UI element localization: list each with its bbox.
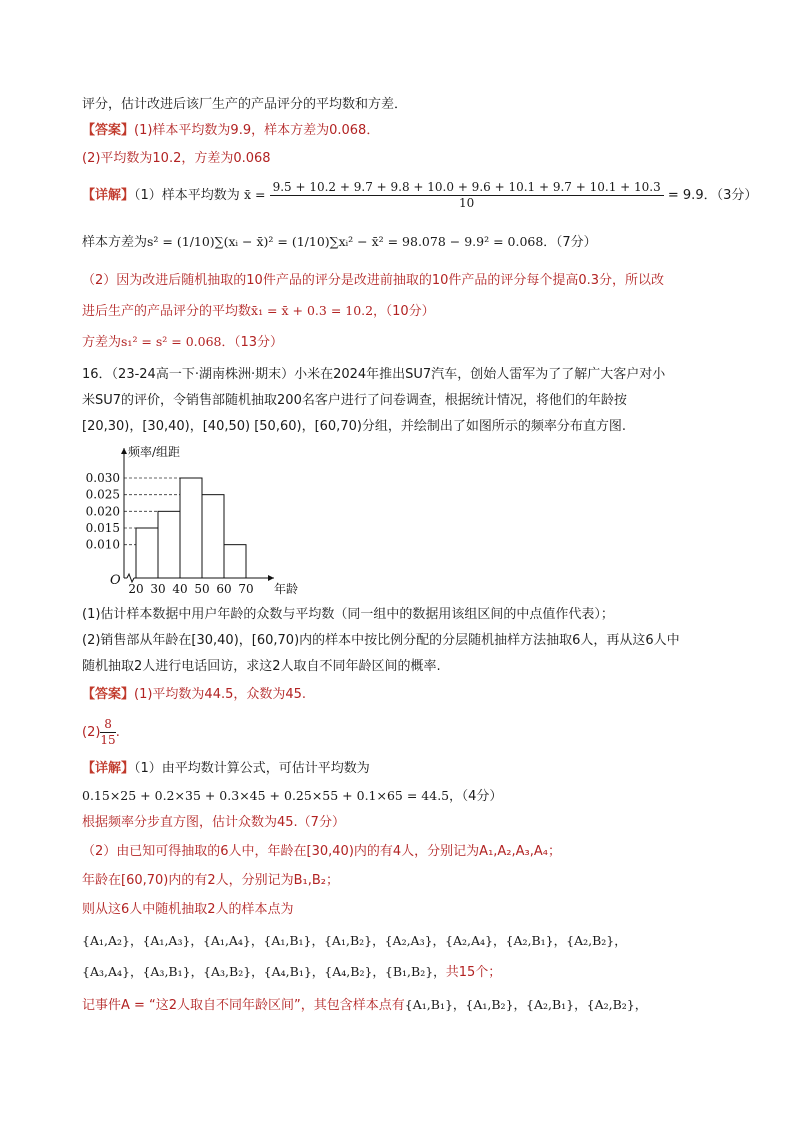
answer-line <box>82 716 120 750</box>
y-tick-label: 0.030 <box>85 471 120 485</box>
event-line <box>82 996 647 1015</box>
x-tick-label: 30 <box>150 582 166 596</box>
variance-score: （7分） <box>555 235 597 250</box>
detail-line <box>82 178 757 213</box>
subquestion-line: 随机抽取2人进行电话回访，求这2人取自不同年龄区间的概率. <box>82 659 441 674</box>
detail-text: （1）由平均数计算公式，可估计平均数为 <box>134 761 370 776</box>
text-span: 方差为 <box>82 335 122 350</box>
answer-text: . <box>115 725 120 740</box>
histogram-bar <box>224 545 246 578</box>
answer-tag: 【答案】 <box>82 123 135 138</box>
answer-line: (2)平均数为10.2，方差为0.068 <box>82 151 271 166</box>
mean-fraction <box>270 180 664 211</box>
answer-line <box>82 686 306 704</box>
x-axis-label: 年龄 <box>274 582 299 596</box>
answer-text: (1)样本平均数为9.9，样本方差为0.068． <box>134 123 380 138</box>
origin-label: O <box>110 573 121 588</box>
text-line: （2）因为改进后随机抽取的10件产品的评分是改进前抽取的10件产品的评分每个提高0.3分，所以改 <box>82 273 665 288</box>
x-tick-label: 20 <box>128 582 144 596</box>
calc-line <box>82 787 502 806</box>
y-tick-label: 0.010 <box>85 537 120 552</box>
text-line: 根据频率分步直方图，估计众数为45.（7分） <box>82 815 345 830</box>
subquestion-line: (2)销售部从年龄在[30,40)，[60,70)内的样本中按比例分配的分层随机抽样方法抽取6人，再从这6人中 <box>82 633 680 648</box>
y-tick-label: 0.025 <box>85 487 120 502</box>
text-line <box>82 302 435 321</box>
y-tick-label: 0.015 <box>85 521 120 535</box>
x-tick-label: 40 <box>172 582 188 596</box>
answer-line <box>82 122 379 140</box>
probability-fraction <box>100 717 115 748</box>
mean-formula: x̄₁ = x̄ + 0.3 = 10.2， <box>251 303 386 318</box>
sample-set-line <box>82 932 627 951</box>
variance-label: 样本方差为 <box>82 235 148 250</box>
y-axis-label: 频率/组距 <box>128 445 181 459</box>
text-line: 则从这6人中随机抽取2人的样本点为 <box>82 902 294 917</box>
histogram-bar <box>136 528 158 578</box>
frequency-histogram <box>85 440 318 600</box>
fraction-numerator: 8 <box>100 717 115 733</box>
x-tick-label: 70 <box>238 582 254 596</box>
detail-line <box>82 760 370 778</box>
sample-count: 共15个； <box>445 965 502 980</box>
text-line <box>82 333 283 352</box>
x-axis-arrow <box>268 575 274 581</box>
event-text: 记事件A = “这2人取自不同年龄区间”，其包含样本点有 <box>82 998 405 1013</box>
answer-text: (1)平均数为44.5，众数为45. <box>134 687 307 702</box>
event-sets: {A₁,B₁}，{A₁,B₂}，{A₂,B₁}，{A₂,B₂}， <box>404 997 648 1012</box>
text-line: （2）由已知可得抽取的6人中，年龄在[30,40)内的有4人，分别记为A₁,A₂,A₃,A₄； <box>82 844 561 859</box>
fraction-denominator: 10 <box>459 196 475 210</box>
fraction-denominator: 15 <box>100 733 116 747</box>
score: （13分） <box>234 335 284 350</box>
detail-tag: 【详解】 <box>82 188 135 203</box>
score: （4分） <box>461 789 503 804</box>
detail-result: = 9.9．（3分） <box>667 188 758 203</box>
variance-formula-2: s₁² = s² = 0.068． <box>121 334 235 349</box>
histogram-bar <box>202 495 224 578</box>
sample-sets: {A₃,A₄}，{A₃,B₁}，{A₃,B₂}，{A₄,B₁}，{A₄,B₂}，{B₁,B₂}， <box>82 964 446 979</box>
answer-text: (2) <box>82 725 101 740</box>
variance-formula: s² = (1/10)∑(xᵢ − x̄)² = (1/10)∑xᵢ² − x̄² = 98.078 − 9.9² = 0.068． <box>147 234 556 249</box>
score: （10分） <box>385 304 435 319</box>
detail-text: （1）样本平均数为 <box>134 188 240 203</box>
question-line: [20,30)，[30,40)，[40,50) [50,60)，[60,70)分组，并绘制出了如图所示的频率分布直方图. <box>82 419 627 434</box>
y-tick-label: 0.020 <box>85 504 120 519</box>
text-span: 进后生产的产品评分的平均数 <box>82 304 252 319</box>
question-line: 16．（23-24高一下·湖南株洲·期末）小米在2024年推出SU7汽车，创始人雷军为了了解广大客户对小 <box>82 367 666 382</box>
y-axis-arrow <box>121 448 127 454</box>
variance-line <box>82 233 597 252</box>
sample-set-line <box>82 963 501 982</box>
answer-tag: 【答案】 <box>82 687 135 702</box>
subquestion-line: (1)估计样本数据中用户年龄的众数与平均数（同一组中的数据用该组区间的中点值作代表）； <box>82 607 614 622</box>
mean-calculation: 0.15×25 + 0.2×35 + 0.3×45 + 0.25×55 + 0.1×65 = 44.5， <box>82 788 462 803</box>
x-tick-label: 60 <box>216 582 232 596</box>
text-line: 评分，估计改进后该厂生产的产品评分的平均数和方差． <box>82 97 408 112</box>
x-tick-label: 50 <box>194 582 210 596</box>
histogram-bar <box>180 478 202 578</box>
detail-tag: 【详解】 <box>82 761 135 776</box>
fraction-numerator: 9.5 + 10.2 + 9.7 + 9.8 + 10.0 + 9.6 + 10.1 + 9.7 + 10.1 + 10.3 <box>270 180 664 196</box>
axis-break <box>127 574 134 582</box>
histogram-bar <box>158 511 180 578</box>
question-line: 米SU7的评价，令销售部随机抽取200名客户进行了问卷调查，根据统计情况，将他们的年龄按 <box>82 393 627 408</box>
xbar-symbol: x̄ = <box>243 187 266 202</box>
sample-sets: {A₁,A₂}，{A₁,A₃}，{A₁,A₄}，{A₁,B₁}，{A₁,B₂}，{A₂,A₃}，{A₂,A₄}，{A₂,B₁}，{A₂,B₂}， <box>82 933 627 948</box>
text-line: 年龄在[60,70)内的有2人，分别记为B₁,B₂； <box>82 873 340 888</box>
